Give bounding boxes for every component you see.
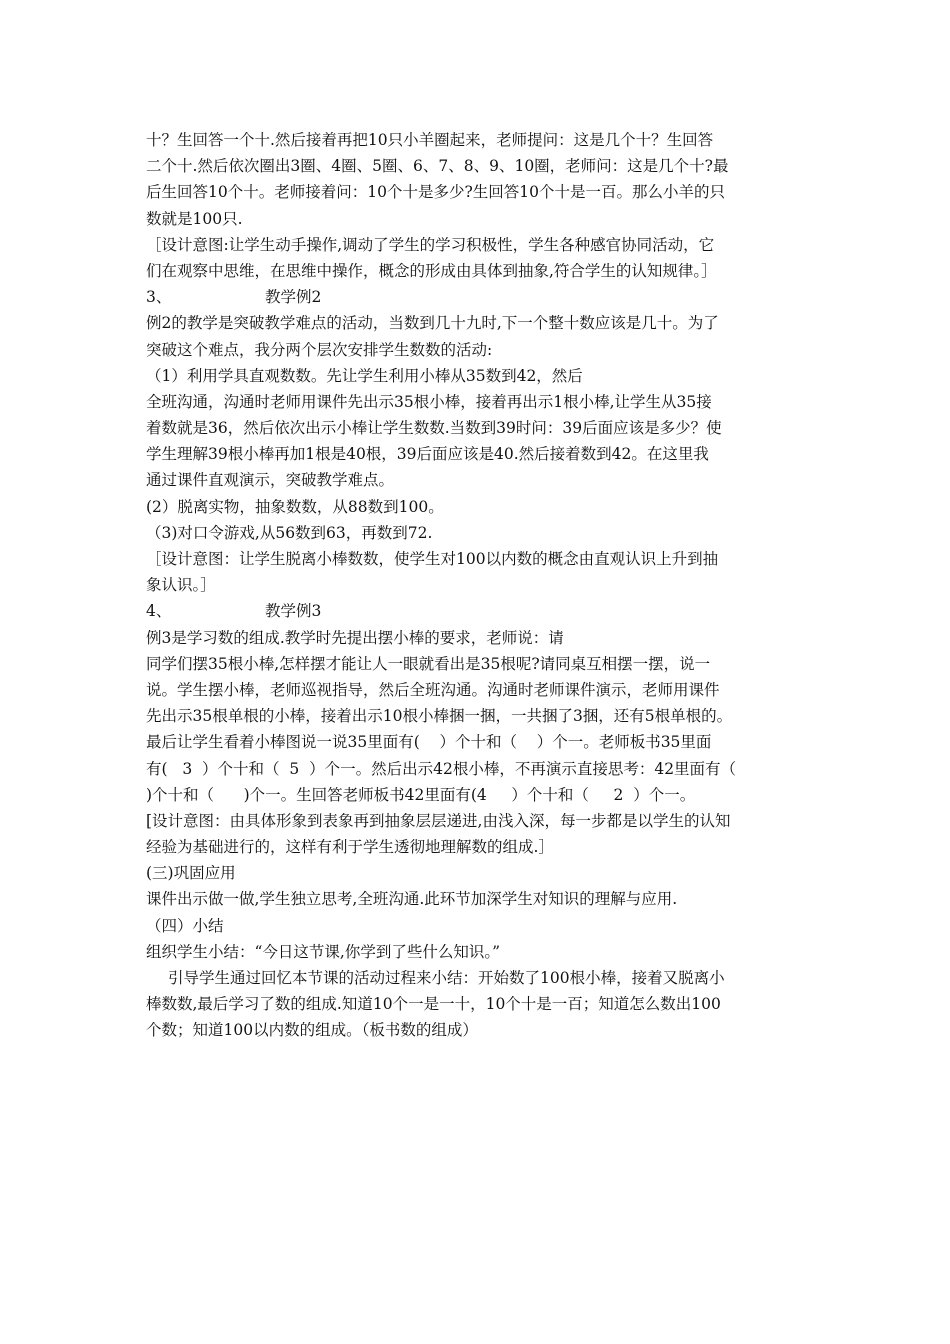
design-intent-line: ［设计意图：让学生脱离小棒数数，使学生对100以内数的概念由直观认识上升到抽 <box>146 550 719 568</box>
text-line: 例3是学习数的组成.教学时先提出摆小棒的要求，老师说：请 <box>146 628 564 647</box>
design-intent-line: ［设计意图:让学生动手操作,调动了学生的学习积极性，学生各种感官协同活动，它 <box>146 235 715 254</box>
list-item: (2）脱离实物，抽象数数，从88数到100。 <box>146 497 444 516</box>
text-line: 组织学生小结：“今日这节课,你学到了些什么知识。” <box>146 942 501 961</box>
text-line: 后生回答10个十。老师接着问：10个十是多少?生回答10个十是一百。那么小羊的只 <box>146 183 725 202</box>
design-intent-line: 经验为基础进行的，这样有利于学生透彻地理解数的组成.］ <box>146 838 554 857</box>
text-line: 引导学生通过回忆本节课的活动过程来小结：开始数了100根小棒，接着又脱离小 <box>168 969 725 987</box>
section-heading: 3、 教学例2 <box>146 288 322 307</box>
text-line: 有( 3 ）个十和（ 5 ）个一。然后出示42根小棒，不再演示直接思考：42里面有（ <box>146 759 737 778</box>
text-line: 例2的教学是突破教学难点的活动，当数到几十九时,下一个整十数应该是几十。为了 <box>146 314 719 333</box>
section-heading: 4、 教学例3 <box>146 602 322 621</box>
text-line: 全班沟通，沟通时老师用课件先出示35根小棒，接着再出示1根小棒,让学生从35接 <box>146 392 712 411</box>
text-line: )个十和（ )个一。生回答老师板书42里面有(4 ）个十和（ 2 ）个一。 <box>146 785 696 804</box>
list-item: （1）利用学具直观数数。先让学生利用小棒从35数到42，然后 <box>146 366 583 385</box>
text-line: 通过课件直观演示，突破教学难点。 <box>146 471 395 490</box>
text-line: 棒数数,最后学习了数的组成.知道10个一是一十，10个十是一百；知道怎么数出100 <box>146 995 721 1014</box>
text-line: 十？生回答一个十.然后接着再把10只小羊圈起来，老师提问：这是几个十？生回答 <box>146 131 714 149</box>
list-item: （3)对口令游戏,从56数到63，再数到72. <box>146 523 433 542</box>
text-line: 着数就是36，然后依次出示小棒让学生数数.当数到39时问：39后面应该是多少？使 <box>146 419 722 438</box>
text-line: 最后让学生看着小棒图说一说35里面有( ）个十和（ ）个一。老师板书35里面 <box>146 733 712 752</box>
design-intent-line: [设计意图：由具体形象到表象再到抽象层层递进,由浅入深，每一步都是以学生的认知 <box>146 811 731 830</box>
design-intent-line: 们在观察中思维，在思维中操作，概念的形成由具体到抽象,符合学生的认知规律。］ <box>146 261 717 280</box>
text-line: 同学们摆35根小棒,怎样摆才能让人一眼就看出是35根呢?请同桌互相摆一摆，说一 <box>146 654 711 673</box>
section-heading: （四）小结 <box>146 916 224 935</box>
section-heading: (三)巩固应用 <box>146 864 236 883</box>
document-body <box>146 127 826 1044</box>
text-line: 说。学生摆小棒，老师巡视指导，然后全班沟通。沟通时老师课件演示，老师用课件 <box>146 680 720 699</box>
design-intent-line: 象认识。］ <box>146 576 216 595</box>
text-line: 个数；知道100以内数的组成。（板书数的组成） <box>146 1021 478 1040</box>
text-line: 课件出示做一做,学生独立思考,全班沟通.此环节加深学生对知识的理解与应用. <box>146 890 678 909</box>
text-line: 突破这个难点，我分两个层次安排学生数数的活动: <box>146 340 493 359</box>
text-line: 数就是100只. <box>146 209 243 228</box>
text-line: 学生理解39根小棒再加1根是40根，39后面应该是40.然后接着数到42。在这里我 <box>146 445 709 464</box>
text-line: 先出示35根单根的小棒，接着出示10根小棒捆一捆，一共捆了3捆，还有5根单根的。 <box>146 707 733 726</box>
text-line: 二个十.然后依次圈出3圈、4圈、5圈、6、7、8、9、10圈，老师问：这是几个十?最 <box>146 157 729 176</box>
